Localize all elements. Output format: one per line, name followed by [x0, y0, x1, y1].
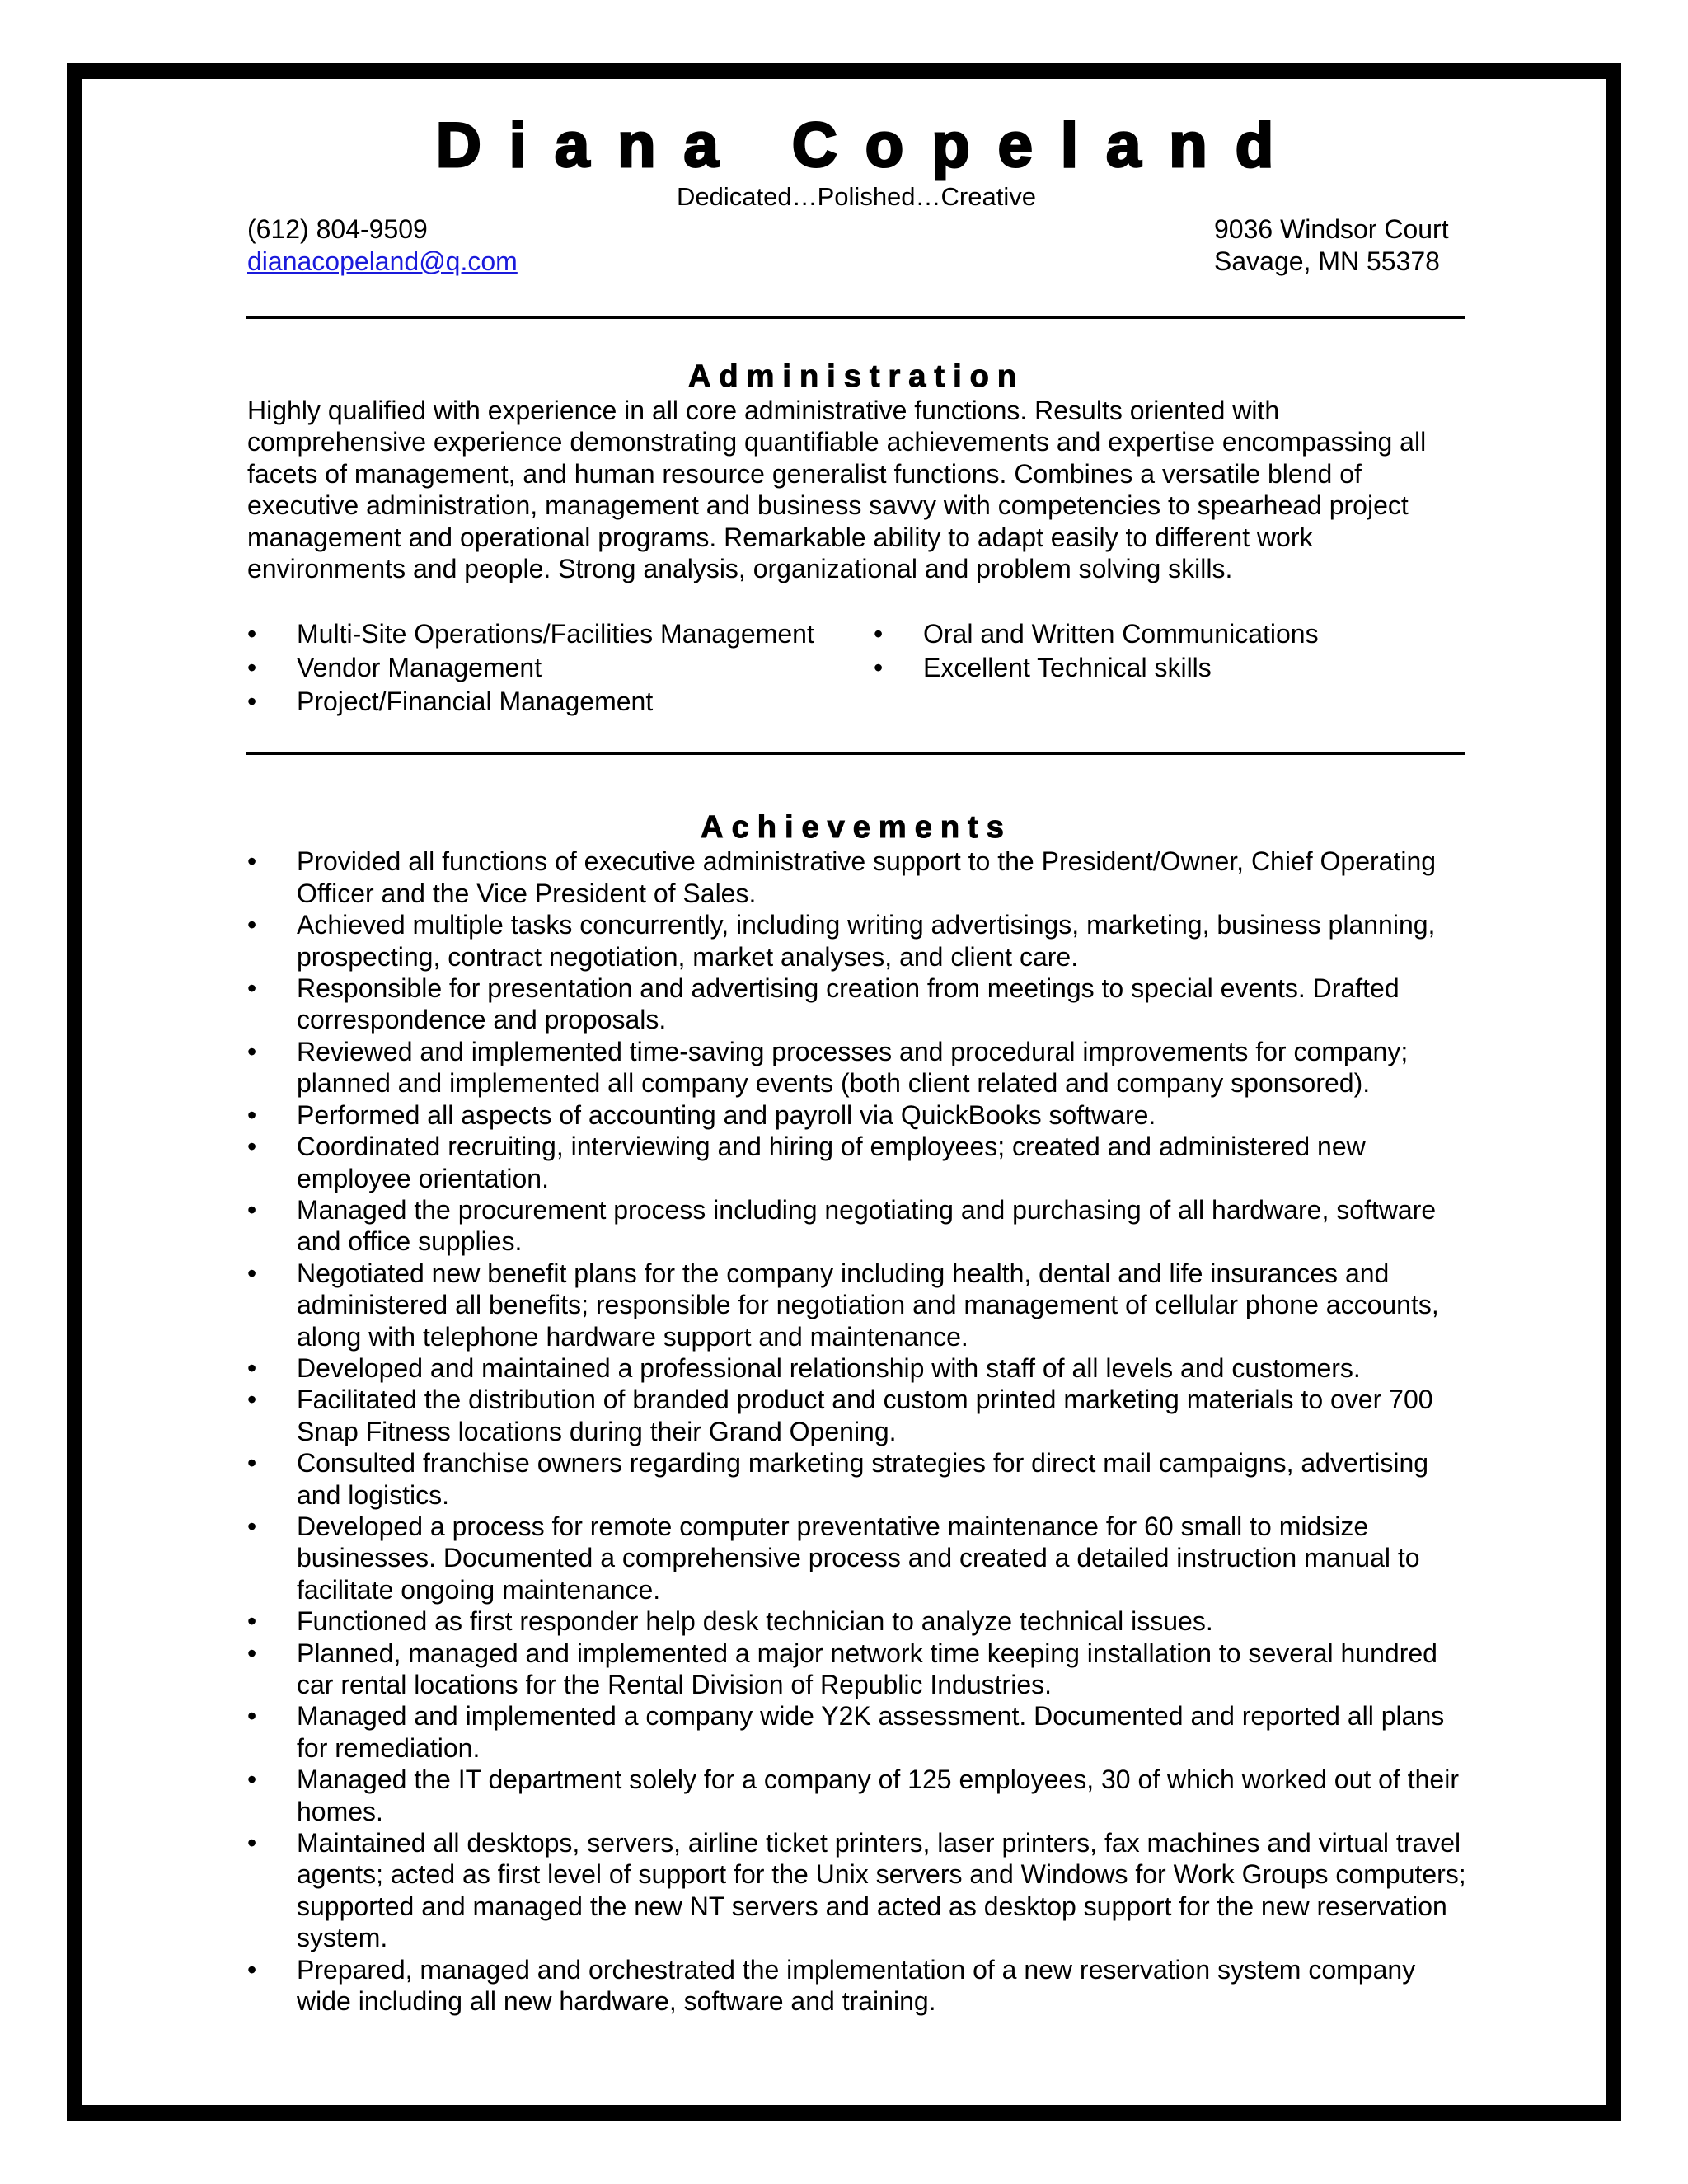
- skills-column-right: [874, 617, 1319, 719]
- bullet-icon: •: [247, 619, 257, 649]
- bullet-icon: •: [247, 1511, 257, 1541]
- phone-number: (612) 804-9509: [247, 214, 428, 244]
- bullet-icon: •: [247, 1701, 257, 1732]
- skill-item: • Multi-Site Operations/Facilities Management: [247, 617, 874, 651]
- achievement-item: • Maintained all desktops, servers, airline ticket printers, laser printers, fax machines and virtual travel agents; acted as first level of support for the Unix servers and Windows for Work Groups computers; supported and managed the new NT servers and acted as desktop support for the new reservation system.: [247, 1828, 1466, 1953]
- contact-row-1: [247, 213, 1465, 246]
- bullet-icon: •: [874, 653, 884, 683]
- bullet-icon: •: [247, 910, 257, 940]
- achievement-item: • Consulted franchise owners regarding marketing strategies for direct mail campaigns, advertising and logistics.: [247, 1448, 1429, 1510]
- bullet-icon: •: [247, 1132, 257, 1162]
- achievements-list: [247, 846, 1475, 2017]
- bullet-icon: •: [247, 1828, 257, 1858]
- divider: [246, 316, 1465, 319]
- achievement-item: • Managed and implemented a company wide Y2K assessment. Documented and reported all plans for remediation.: [247, 1701, 1445, 1763]
- achievement-item: • Performed all aspects of accounting and payroll via QuickBooks software.: [247, 1099, 1156, 1130]
- achievement-item: • Negotiated new benefit plans for the company including health, dental and life insurances and administered all benefits; responsible for negotiation and management of cellular phone accounts, along with telephone hardware support and maintenance.: [247, 1258, 1439, 1352]
- divider: [246, 752, 1465, 755]
- achievement-item: • Coordinated recruiting, interviewing and hiring of employees; created and administered new employee orientation.: [247, 1132, 1366, 1193]
- address-line-2: Savage, MN 55378: [1214, 246, 1440, 276]
- administration-summary: Highly qualified with experience in all core administrative functions. Results oriented with comprehensive experience demonstrating quantifiable achievements and expertise encompassing all facets of management, and human resource generalist functions. Combines a versatile blend of executive administration, management and business savvy with competencies to spearhead project management and operational programs. Remarkable ability to adapt easily to different work environments and people. Strong analysis, organizational and problem solving skills.: [247, 396, 1427, 584]
- contact-row-2: [247, 246, 1465, 278]
- bullet-icon: •: [247, 1036, 257, 1066]
- bullet-icon: •: [247, 653, 257, 683]
- achievement-item: • Prepared, managed and orchestrated the implementation of a new reservation system company wide including all new hardware, software and training.: [247, 1954, 1416, 2017]
- achievement-item: • Managed the IT department solely for a company of 125 employees, 30 of which worked out of their homes.: [247, 1765, 1459, 1826]
- email-link[interactable]: dianacopeland@q.com: [247, 246, 518, 276]
- bullet-icon: •: [247, 1638, 257, 1668]
- administration-heading: Administration: [687, 359, 1025, 394]
- bullet-icon: •: [247, 1099, 257, 1130]
- bullet-icon: •: [247, 1606, 257, 1637]
- achievement-item: • Achieved multiple tasks concurrently, including writing advertisings, marketing, business planning, prospecting, contract negotiation, market analyses, and client care.: [247, 910, 1436, 972]
- bullet-icon: •: [247, 687, 257, 717]
- resume: [247, 111, 1465, 2017]
- bullet-icon: •: [247, 1385, 257, 1415]
- bullet-icon: •: [247, 1258, 257, 1288]
- achievement-item: • Facilitated the distribution of branded product and custom printed marketing materials to over 700 Snap Fitness locations during their Grand Opening.: [247, 1385, 1433, 1446]
- skill-item: • Excellent Technical skills: [874, 651, 1319, 685]
- bullet-icon: •: [247, 1352, 257, 1383]
- achievement-item: • Planned, managed and implemented a major network time keeping installation to several hundred car rental locations for the Rental Division of Republic Industries.: [247, 1638, 1437, 1699]
- achievement-item: • Reviewed and implemented time-saving processes and procedural improvements for company; planned and implemented all company events (both client related and company sponsored).: [247, 1036, 1409, 1099]
- bullet-icon: •: [247, 1954, 257, 1985]
- achievement-item: • Functioned as first responder help desk technician to analyze technical issues.: [247, 1606, 1213, 1637]
- bullet-icon: •: [247, 973, 257, 1004]
- skills-list: [247, 617, 1465, 719]
- bullet-icon: •: [247, 1765, 257, 1795]
- skill-item: • Vendor Management: [247, 651, 874, 685]
- candidate-name: Diana Copeland: [435, 110, 1302, 180]
- achievement-item: • Developed a process for remote computer preventative maintenance for 60 small to midsize businesses. Documented a comprehensive process and created a detailed instruction manual to facilitate ongoing maintenance.: [247, 1511, 1420, 1605]
- address-line-1: 9036 Windsor Court: [1214, 214, 1449, 244]
- bullet-icon: •: [874, 619, 884, 649]
- achievement-item: • Provided all functions of executive administrative support to the President/Owner, Chief Operating Officer and the Vice President of Sales.: [247, 846, 1437, 908]
- bullet-icon: •: [247, 846, 257, 877]
- achievement-item: • Developed and maintained a professional relationship with staff of all levels and customers.: [247, 1352, 1361, 1383]
- bullet-icon: •: [247, 1448, 257, 1479]
- bullet-icon: •: [247, 1194, 257, 1225]
- achievements-heading: Achievements: [701, 810, 1012, 846]
- achievement-item: • Managed the procurement process including negotiating and purchasing of all hardware, software and office supplies.: [247, 1194, 1437, 1257]
- tagline: Dedicated…Polished…Creative: [677, 182, 1036, 211]
- skills-column-left: [247, 617, 874, 719]
- skill-item: • Project/Financial Management: [247, 685, 874, 719]
- achievement-item: • Responsible for presentation and advertising creation from meetings to special events. Drafted correspondence and proposals.: [247, 973, 1400, 1035]
- skill-item: • Oral and Written Communications: [874, 617, 1319, 651]
